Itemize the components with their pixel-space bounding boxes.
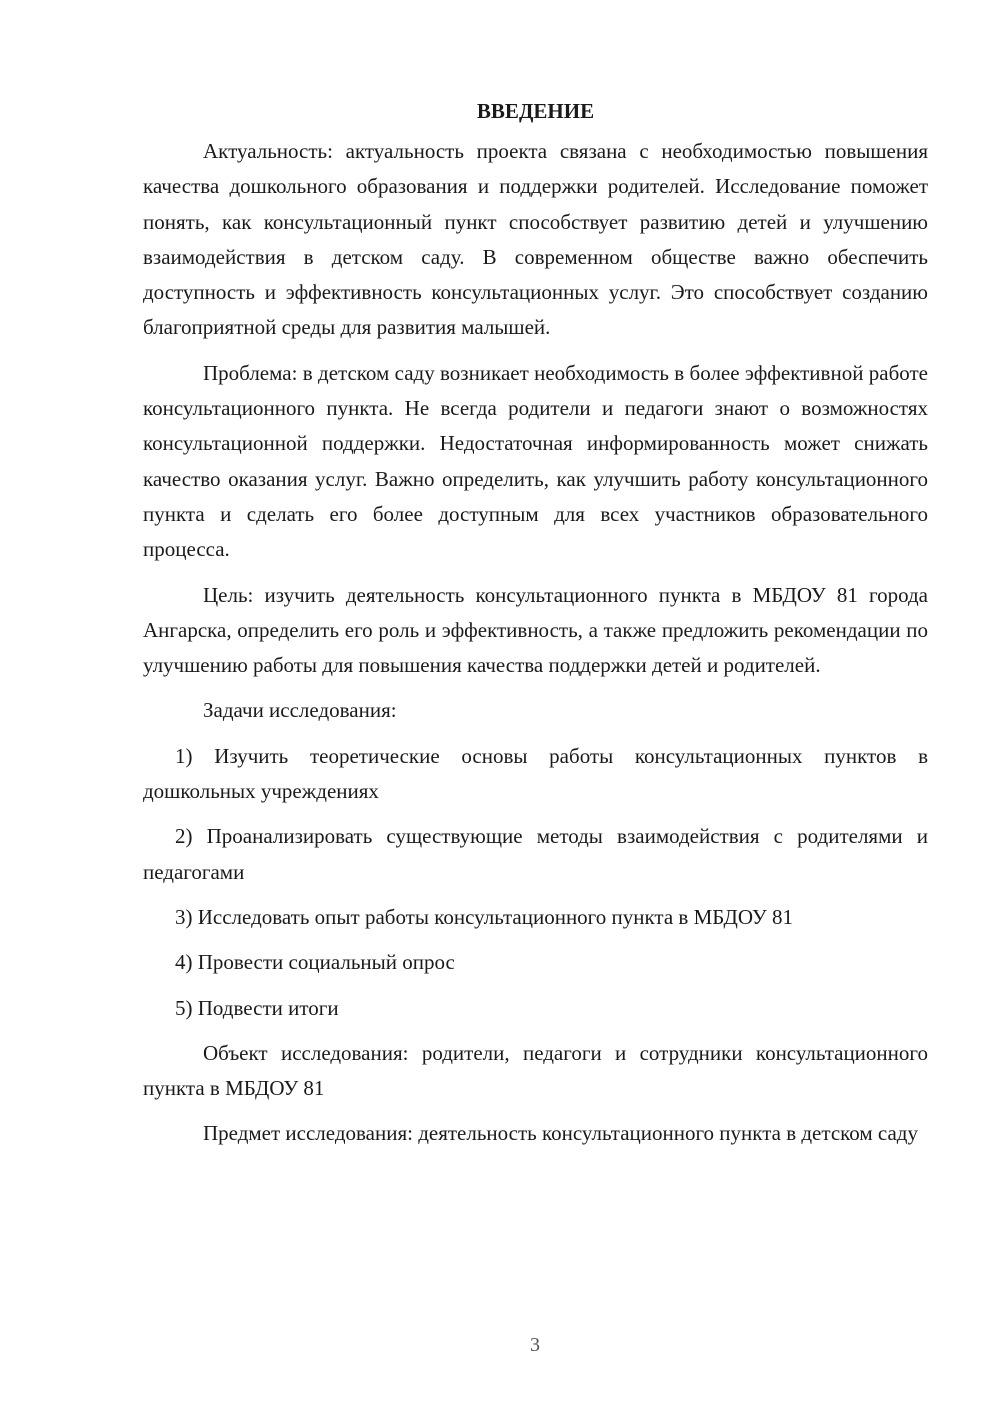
relevance-paragraph: Актуальность: актуальность проекта связана с необходимостью повышения качества дошкольного образования и поддержки родителей. Исследование поможет понять, как консультационный пункт способствует развитию детей и улучшению взаимодействия в детском саду. В современном обществе важно обеспечить доступность и эффективность консультационных услуг. Это способствует созданию благоприятной среды для развития малышей.: [143, 139, 928, 340]
task-item-5: 5) Подвести итоги: [175, 995, 339, 1020]
goal-paragraph: Цель: изучить деятельность консультационного пункта в МБДОУ 81 города Ангарска, определить его роль и эффективность, а также предложить рекомендации по улучшению работы для повышения качества поддержки детей и родителей.: [143, 582, 928, 678]
task-item-4: 4) Провести социальный опрос: [175, 950, 455, 975]
document-page: [143, 96, 928, 1162]
page-title: ВВЕДЕНИЕ: [476, 99, 595, 123]
page-number: 3: [530, 1334, 540, 1356]
research-object-paragraph: Объект исследования: родители, педагоги и сотрудники консультационного пункта в МБДОУ 81: [143, 1040, 928, 1101]
task-item-3: 3) Исследовать опыт работы консультационного пункта в МБДОУ 81: [175, 904, 793, 929]
tasks-heading: Задачи исследования:: [203, 698, 397, 723]
research-subject-paragraph: Предмет исследования: деятельность консультационного пункта в детском саду: [203, 1121, 918, 1146]
task-item-2: 2) Проанализировать существующие методы взаимодействия с родителями и педагогами: [143, 824, 928, 884]
problem-paragraph: Проблема: в детском саду возникает необходимость в более эффективной работе консультационного пункта. Не всегда родители и педагоги знают о возможностях консультационной поддержки. Недостаточная информированность может снижать качество оказания услуг. Важно определить, как улучшить работу консультационного пункта и сделать его более доступным для всех участников образовательного процесса.: [143, 360, 928, 562]
task-item-1: 1) Изучить теоретические основы работы консультационных пунктов в дошкольных учреждениях: [143, 743, 928, 804]
